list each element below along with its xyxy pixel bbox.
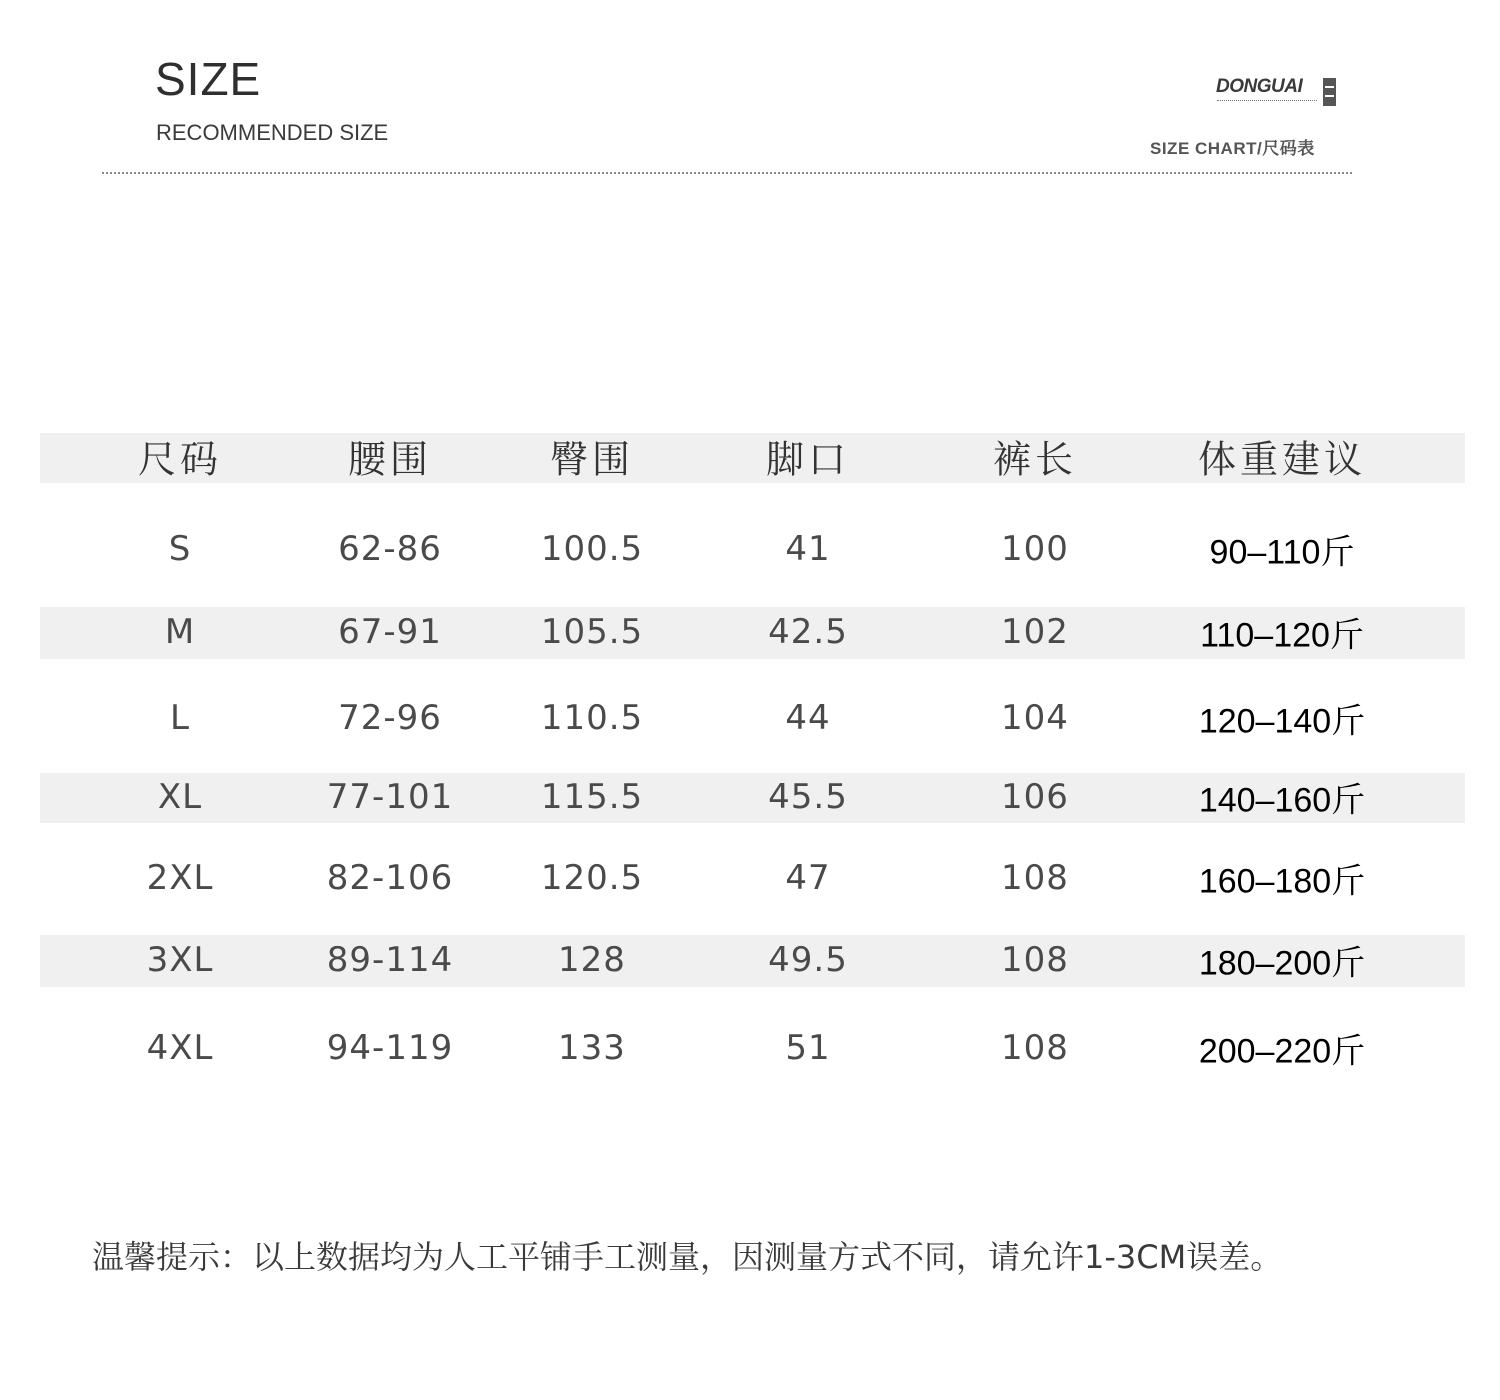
cell-col-waist: 77-101	[326, 777, 454, 817]
cell-col-hip: 105.5	[540, 612, 644, 652]
header-col-size: 尺码	[137, 437, 223, 482]
cell-col-hip: 100.5	[540, 529, 644, 569]
header-col-weight: 体重建议	[1197, 437, 1367, 482]
cell-col-hem: 51	[785, 1028, 831, 1068]
cell-col-hip: 128	[558, 940, 626, 980]
size-chart-label: SIZE CHART/尺码表	[1150, 139, 1315, 158]
cell-col-hip: 115.5	[540, 777, 644, 817]
brand-underline	[1217, 100, 1317, 103]
measurement-note: 温馨提示：以上数据均为人工平铺手工测量，因测量方式不同，请允许1-3CM误差。	[92, 1238, 1283, 1276]
size-title: SIZE	[155, 53, 262, 105]
cell-col-waist: 82-106	[326, 858, 454, 898]
brand-logo	[1216, 76, 1340, 110]
size-subtitle: RECOMMENDED SIZE	[156, 120, 389, 145]
cell-col-weight: 120–140斤	[1198, 702, 1366, 741]
cell-col-weight: 160–180斤	[1198, 862, 1366, 901]
header-col-hip: 臀围	[549, 437, 635, 482]
cell-col-waist: 72-96	[338, 698, 442, 738]
cell-col-hem: 45.5	[768, 777, 848, 817]
cell-col-size: 3XL	[146, 940, 214, 980]
cell-col-hem: 44	[785, 698, 831, 738]
brand-mark-icon	[1323, 78, 1336, 106]
header-divider	[102, 172, 1352, 174]
cell-col-hip: 110.5	[540, 698, 644, 738]
cell-col-hem: 49.5	[768, 940, 848, 980]
header-col-hem: 脚口	[765, 437, 851, 482]
cell-col-hem: 47	[785, 858, 831, 898]
cell-col-waist: 89-114	[326, 940, 454, 980]
cell-col-size: 4XL	[146, 1028, 214, 1068]
cell-col-length: 108	[1001, 940, 1069, 980]
cell-col-hip: 133	[558, 1028, 626, 1068]
cell-col-weight: 110–120斤	[1200, 616, 1364, 655]
cell-col-size: S	[168, 529, 192, 569]
cell-col-length: 102	[1001, 612, 1069, 652]
cell-col-size: XL	[157, 777, 203, 817]
cell-col-weight: 180–200斤	[1198, 944, 1366, 983]
cell-col-waist: 67-91	[338, 612, 442, 652]
cell-col-size: 2XL	[146, 858, 214, 898]
cell-col-length: 106	[1001, 777, 1069, 817]
header-col-length: 裤长	[992, 437, 1078, 482]
cell-col-hip: 120.5	[540, 858, 644, 898]
cell-col-length: 108	[1001, 1028, 1069, 1068]
cell-col-weight: 140–160斤	[1198, 781, 1366, 820]
cell-col-length: 108	[1001, 858, 1069, 898]
cell-col-hem: 42.5	[768, 612, 848, 652]
cell-col-waist: 62-86	[338, 529, 442, 569]
cell-col-length: 100	[1001, 529, 1069, 569]
cell-col-weight: 200–220斤	[1198, 1032, 1366, 1071]
cell-col-length: 104	[1001, 698, 1069, 738]
cell-col-hem: 41	[785, 529, 831, 569]
cell-col-size: L	[170, 698, 190, 738]
cell-col-size: M	[164, 612, 196, 652]
header-col-waist: 腰围	[347, 437, 433, 482]
brand-name: DONGUAI	[1216, 76, 1303, 97]
cell-col-waist: 94-119	[326, 1028, 454, 1068]
cell-col-weight: 90–110斤	[1209, 533, 1355, 572]
